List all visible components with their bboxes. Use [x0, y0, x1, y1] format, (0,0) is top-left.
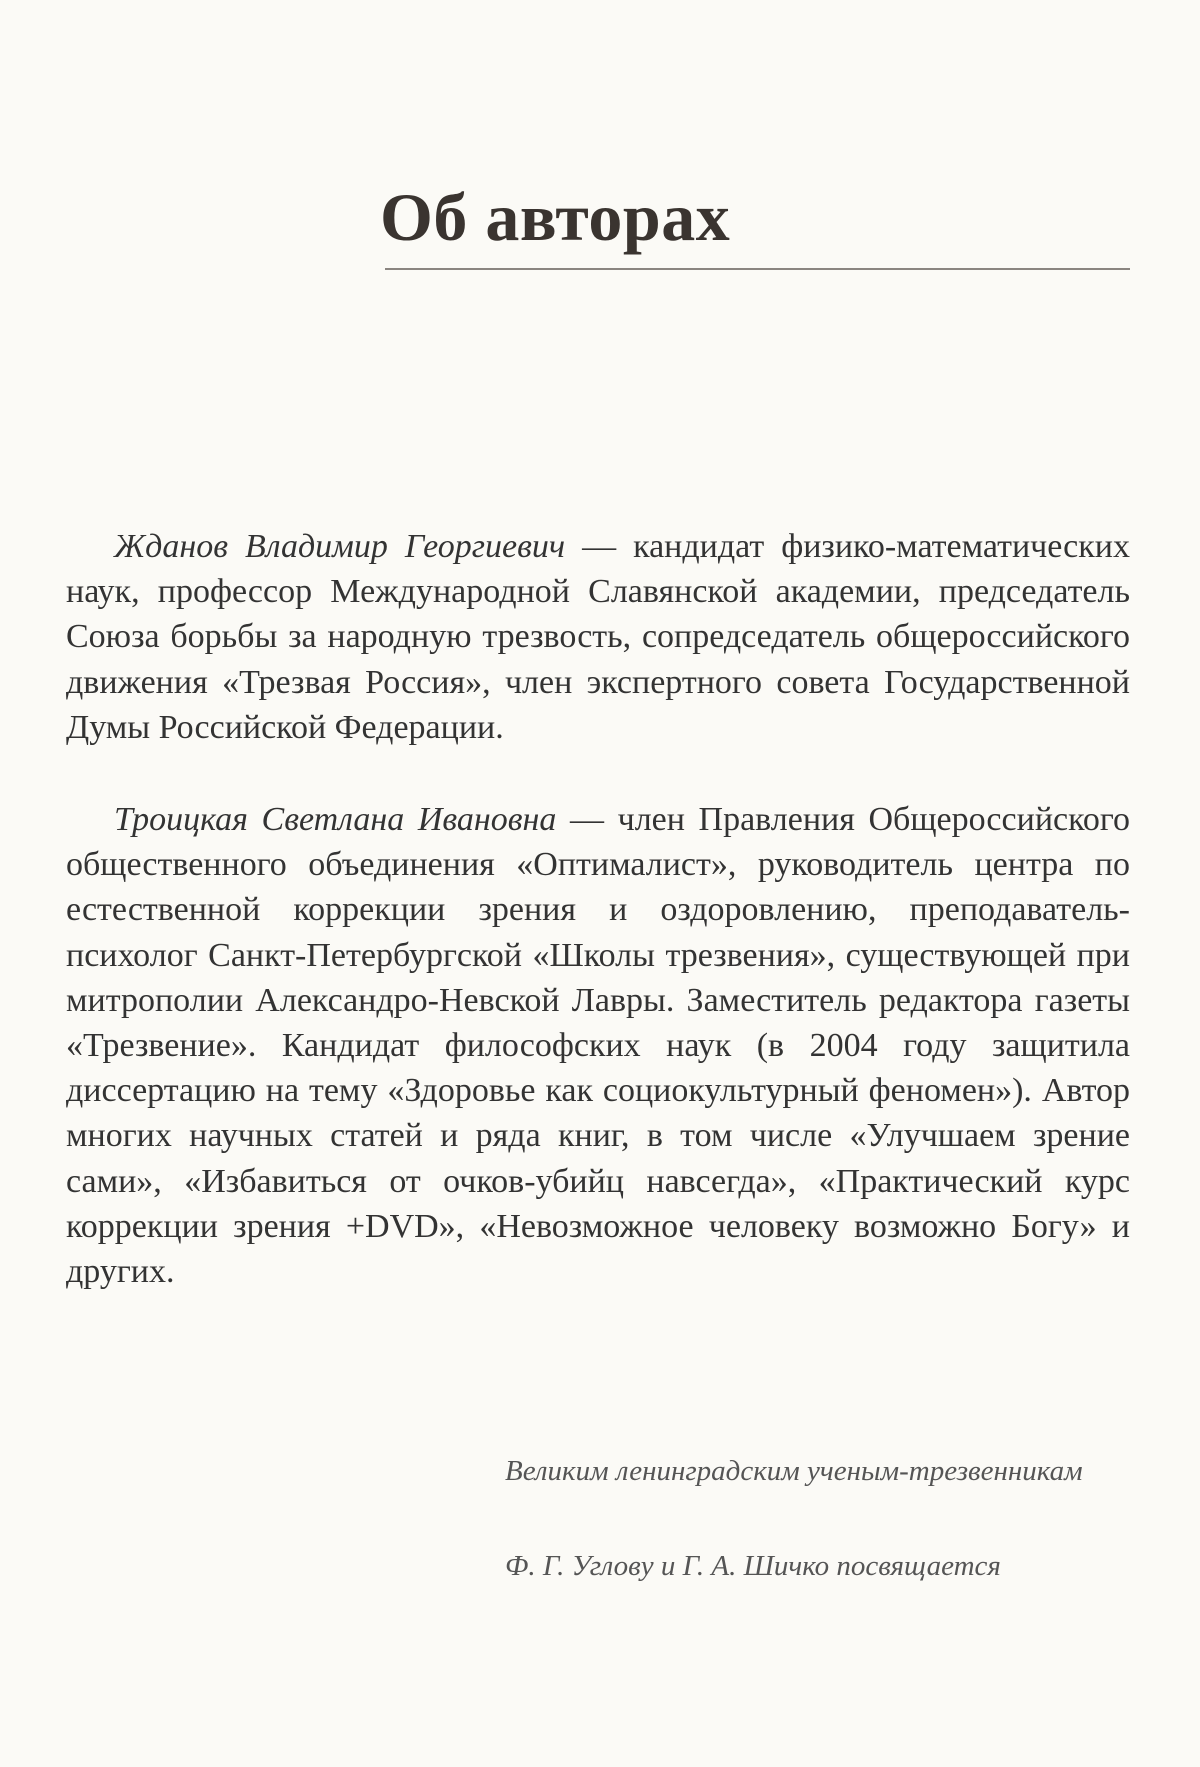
author-description: — член Правления Общероссийского общественного объединения «Оптималист», руководитель центра по естественной коррекции зрения и оздоровлению, преподаватель-психолог Санкт-Петербургской «Школы трезвения», существующей при митрополии Александро-Невской Лавры. Заместитель редактора газеты «Трезвение». Кандидат философских наук (в 2004 году защитила диссертацию на тему «Здоровье как социокультурный феномен»). Автор многих научных статей и ряда книг, в том числе «Улучшаем зрение сами», «Избавиться от очков-убийц навсегда», «Практический курс коррекции зрения +DVD», «Невозможное человеку возможно Богу» и других.: [66, 801, 1130, 1291]
page-title: Об авторах: [380, 179, 731, 255]
dedication-line-2: Ф. Г. Углову и Г. А. Шичко посвящается: [505, 1550, 1001, 1582]
dedication-line-1: Великим ленинградским ученым-трезвенникам: [505, 1455, 1083, 1487]
author-description: — кандидат физико-математических наук, профессор Международной Славянской академии, председатель Союза борьбы за народную трезвость, сопредседатель общероссийского движения «Трезвая Россия», член экспертного совета Государственной Думы Российской Федерации.: [66, 528, 1130, 746]
title-underline: [385, 268, 1130, 270]
author-name: Жданов Владимир Георгиевич: [114, 528, 566, 565]
author-name: Троицкая Светлана Ивановна: [114, 801, 557, 838]
author-bio-troitskaya: [66, 797, 1130, 1294]
author-bio-zhdanov: [66, 524, 1130, 750]
